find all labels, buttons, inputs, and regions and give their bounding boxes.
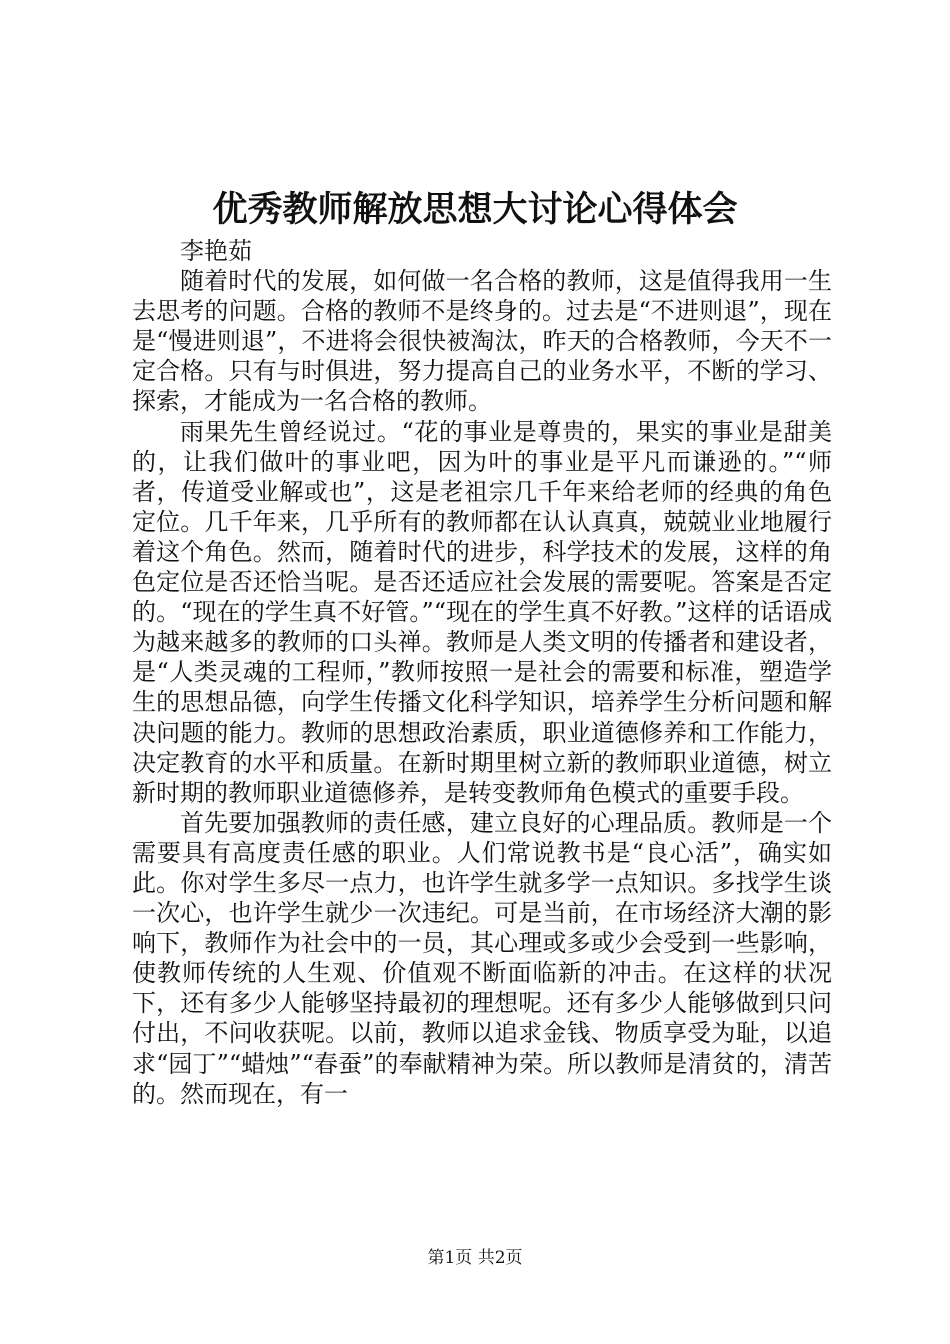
paragraph-1: 随着时代的发展，如何做一名合格的教师，这是值得我用一生去思考的问题。合格的教师不是终身的。过去是“不进则退”，现在是“慢进则退”，不进将会很快被淘汰，昨天的合格教师，今天不一定合格。只有与时俱进，努力提高自己的业务水平，不断的学习、探索，才能成为一名合格的教师。 [132, 267, 832, 416]
paragraph-3: 首先要加强教师的责任感，建立良好的心理品质。教师是一个需要具有高度责任感的职业。人们常说教书是“良心活”，确实如此。你对学生多尽一点力，也许学生就多学一点知识。多找学生谈一次心，也许学生就少一次违纪。可是当前，在市场经济大潮的影响下，教师作为社会中的一员，其心理或多或少会受到一些影响，使教师传统的人生观、价值观不断面临新的冲击。在这样的状况下，还有多少人能够坚持最初的理想呢。还有多少人能够做到只问付出，不问收获呢。以前，教师以追求金钱、物质享受为耻，以追求“园丁”“蜡烛”“春蚕”的奉献精神为荣。所以教师是清贫的，清苦的。然而现在，有一 [132, 808, 832, 1108]
document-body [132, 236, 832, 1109]
paragraph-2: 雨果先生曾经说过。“花的事业是尊贵的，果实的事业是甜美的，让我们做叶的事业吧，因为叶的事业是平凡而谦逊的。”“师者，传道受业解或也”，这是老祖宗几千年来给老师的经典的角色定位。几千年来，几乎所有的教师都在认认真真，兢兢业业地履行着这个角色。然而，随着时代的进步，科学技术的发展，这样的角色定位是否还恰当呢。是否还适应社会发展的需要呢。答案是否定的。“现在的学生真不好管。”“现在的学生真不好教。”这样的话语成为越来越多的教师的口头禅。教师是人类文明的传播者和建设者，是“人类灵魂的工程师，”教师按照一是社会的需要和标准，塑造学生的思想品德，向学生传播文化科学知识，培养学生分析问题和解决问题的能力。教师的思想政治素质，职业道德修养和工作能力，决定教育的水平和质量。在新时期里树立新的教师职业道德，树立新时期的教师职业道德修养，是转变教师角色模式的重要手段。 [132, 417, 832, 807]
page-number-footer: 第1页 共2页 [427, 1248, 523, 1268]
author-name: 李艳茹 [180, 237, 252, 265]
document-title: 优秀教师解放思想大讨论心得体会 [212, 189, 738, 230]
